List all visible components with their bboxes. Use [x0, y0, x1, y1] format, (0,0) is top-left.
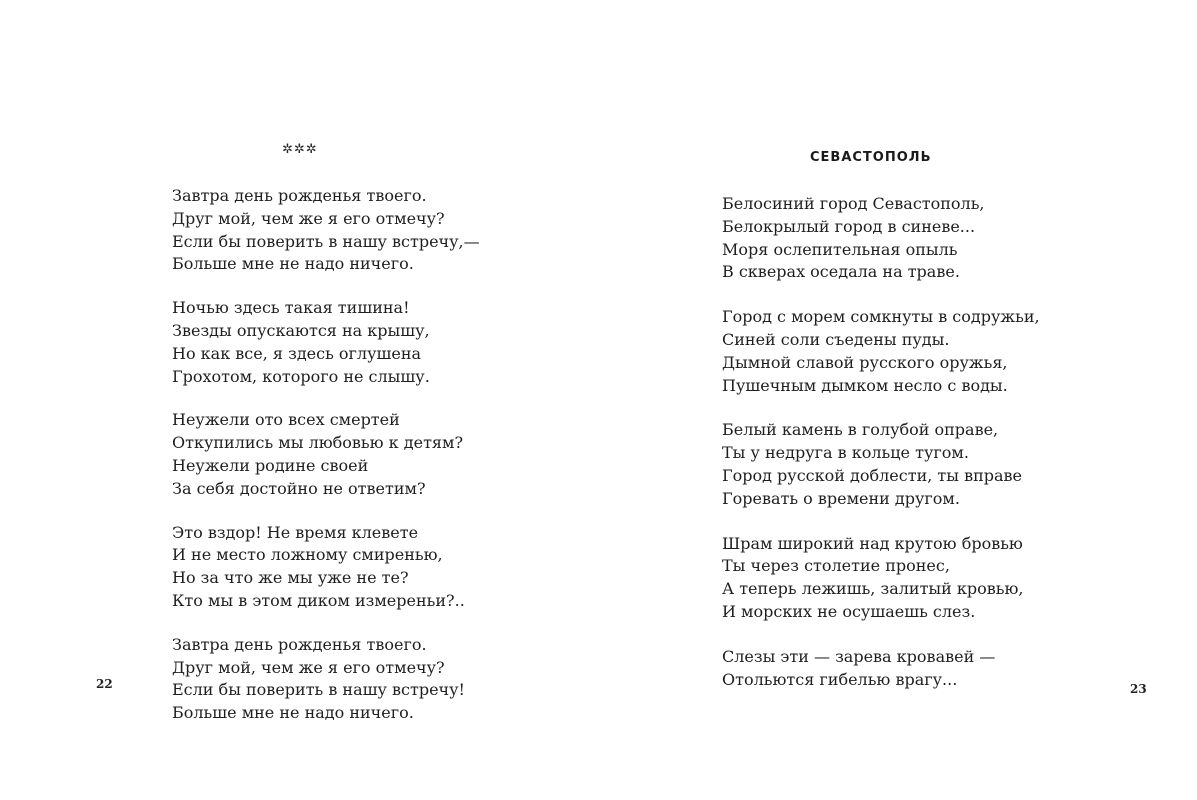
stanza [172, 409, 480, 500]
stanza [172, 185, 480, 276]
verse-line: Шрам широкий над крутою бровью [722, 533, 1023, 553]
verse-line: Больше мне не надо ничего. [172, 254, 414, 274]
verse-line: Белосиний город Севастополь, [722, 194, 985, 213]
verse-line: Неужели родине своей [172, 455, 369, 475]
verse-line: И не место ложному смиренью, [172, 545, 443, 565]
poem-untitled [172, 185, 480, 725]
poem-sevastopol [722, 193, 1040, 713]
verse-line: А теперь лежишь, залитый кровью, [722, 579, 1024, 599]
verse-line: Моря ослепительная опыль [722, 239, 958, 259]
right-page [598, 0, 1197, 800]
verse-line: Откупились мы любовью к детям? [172, 433, 464, 453]
verse-line: Завтра день рожденья твоего. [172, 186, 427, 205]
verse-line: Кто мы в этом диком измереньи?.. [172, 590, 465, 610]
verse-line: Горевать о времени другом. [722, 488, 960, 508]
verse-line: Друг мой, чем же я его отмечу? [172, 208, 445, 228]
page-number-left: 22 [96, 677, 113, 691]
verse-line: Если бы поверить в нашу встречу! [172, 680, 465, 700]
verse-line: Если бы поверить в нашу встречу,— [172, 231, 480, 251]
stanza [722, 533, 1040, 624]
poem-title: СЕВАСТОПОЛЬ [810, 150, 932, 165]
verse-line: Ты у недруга в кольце тугом. [722, 443, 969, 463]
page-number-right: 23 [1130, 682, 1147, 696]
stanza [722, 193, 1040, 284]
verse-line: Слезы эти — зарева кровавей — [722, 646, 996, 666]
left-page [0, 0, 598, 800]
verse-line: Город русской доблести, ты вправе [722, 465, 1022, 485]
verse-line: Ты через столетие пронес, [722, 556, 950, 576]
verse-line: В скверах оседала на траве. [722, 262, 960, 282]
verse-line: Но за что же мы уже не те? [172, 568, 409, 588]
verse-line: Отольются гибелью врагу... [722, 669, 958, 689]
verse-line: Неужели ото всех смертей [172, 410, 400, 430]
verse-line: Больше мне не надо ничего. [172, 703, 414, 723]
verse-line: Друг мой, чем же я его отмечу? [172, 657, 445, 677]
stanza [172, 634, 480, 725]
verse-line: Дымной славой русского оружья, [722, 352, 1008, 372]
verse-line: Но как все, я здесь оглушена [172, 343, 422, 363]
verse-line: Грохотом, которого не слышу. [172, 366, 430, 386]
verse-line: Город с морем сомкнуты в содружьи, [722, 307, 1040, 327]
asterism-ornament: ✲✲✲ [282, 142, 318, 157]
verse-line: Ночью здесь такая тишина! [172, 298, 410, 318]
stanza [172, 297, 480, 388]
stanza [722, 306, 1040, 397]
verse-line: Это вздор! Не время клевете [172, 522, 419, 542]
stanza [722, 419, 1040, 510]
verse-line: Пушечным дымком несло с воды. [722, 375, 1008, 395]
verse-line: Белый камень в голубой оправе, [722, 420, 999, 440]
verse-line: И морских не осушаешь слез. [722, 601, 976, 621]
verse-line: Завтра день рожденья твоего. [172, 634, 427, 654]
verse-line: Белокрылый город в синеве... [722, 216, 976, 236]
verse-line: Синей соли съедены пуды. [722, 329, 950, 349]
verse-line: Звезды опускаются на крышу, [172, 320, 430, 340]
verse-line: За себя достойно не ответим? [172, 478, 426, 498]
stanza [722, 646, 1040, 692]
stanza [172, 522, 480, 613]
